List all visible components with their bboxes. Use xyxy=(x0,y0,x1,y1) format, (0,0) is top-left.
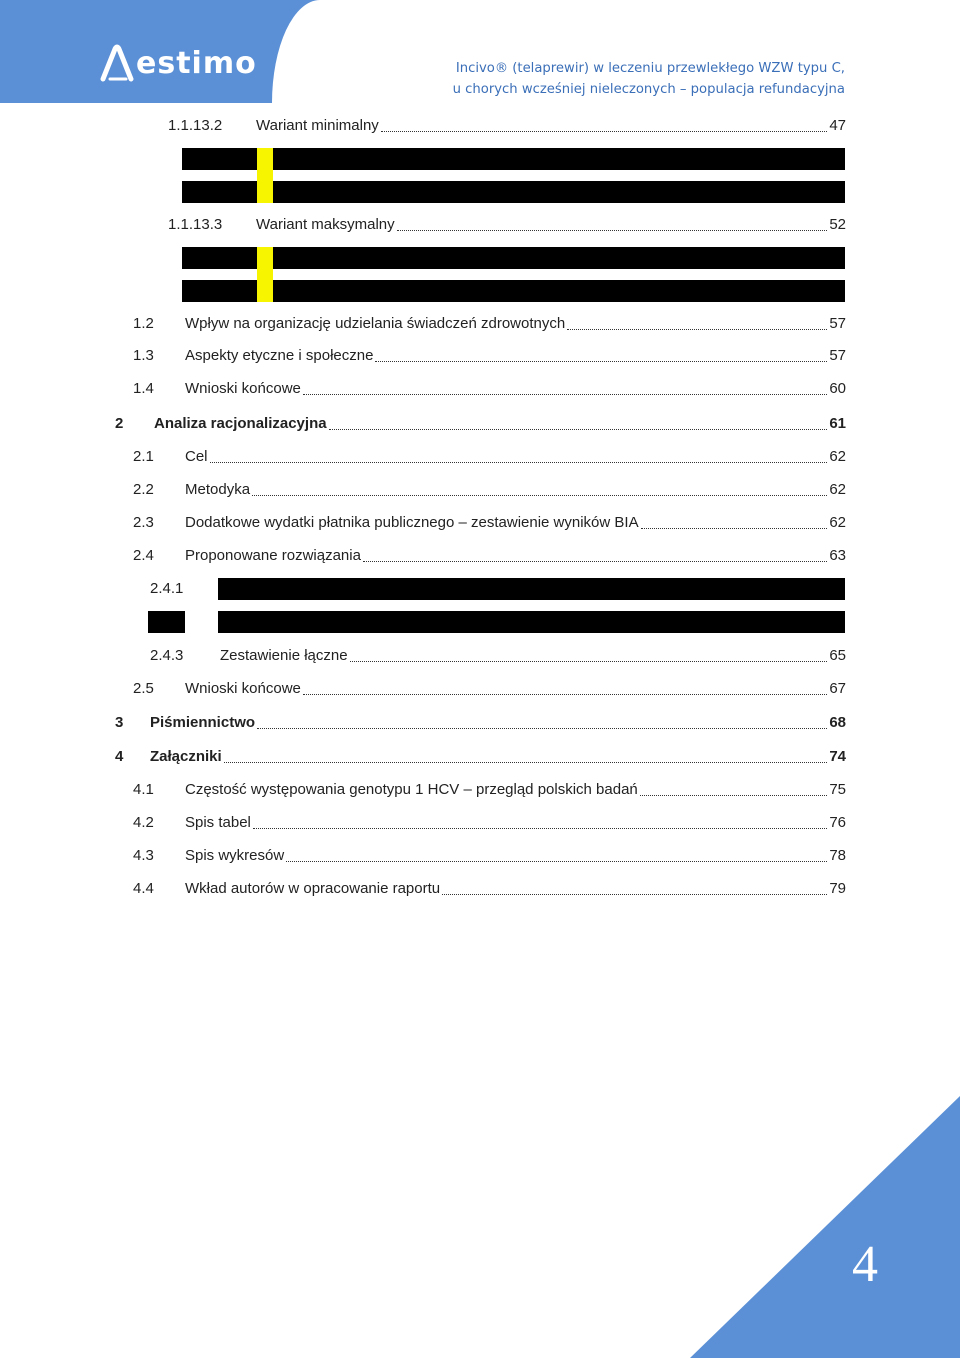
toc-number: 2.5 xyxy=(133,680,154,697)
toc-number: 2.2 xyxy=(133,481,154,498)
toc-leader xyxy=(567,328,827,330)
toc-leader xyxy=(350,660,828,662)
toc-leader xyxy=(252,494,827,496)
toc-leader xyxy=(303,393,827,395)
redacted-line xyxy=(218,611,845,633)
logo-lambda-icon xyxy=(100,44,134,82)
toc-leader xyxy=(397,229,828,231)
toc-page: 61 xyxy=(829,415,846,432)
toc-page: 62 xyxy=(829,481,846,498)
toc-entry[interactable] xyxy=(115,713,846,733)
toc-leader xyxy=(210,461,828,463)
toc-number: 4.1 xyxy=(133,781,154,798)
toc-number: 2.1 xyxy=(133,448,154,465)
toc-title: Analiza racjonalizacyjna xyxy=(154,415,327,432)
toc-title: Dodatkowe wydatki płatnika publicznego – zestawienie wyników BIA xyxy=(185,514,639,531)
toc-number: 1.3 xyxy=(133,347,154,364)
toc-entry[interactable] xyxy=(133,846,846,866)
toc-title: Aspekty etyczne i społeczne xyxy=(185,347,374,364)
toc-entry[interactable] xyxy=(133,546,846,566)
toc-number: 1.1.13.2 xyxy=(168,117,223,134)
toc-entry[interactable] xyxy=(133,679,846,699)
page-number: 4 xyxy=(852,1236,878,1293)
toc-number: 2.4.1 xyxy=(150,580,184,597)
toc-page: 63 xyxy=(829,547,846,564)
toc-entry[interactable] xyxy=(150,579,210,599)
toc-number: 3 xyxy=(115,714,124,731)
toc-entry[interactable] xyxy=(168,215,846,235)
toc-title: Proponowane rozwiązania xyxy=(185,547,361,564)
toc-page: 65 xyxy=(829,647,846,664)
toc-leader xyxy=(375,360,827,362)
toc-entry[interactable] xyxy=(133,314,846,334)
toc-title: Częstość występowania genotypu 1 HCV – przegląd polskich badań xyxy=(185,781,638,798)
toc-title: Wpływ na organizację udzielania świadczeń zdrowotnych xyxy=(185,315,566,332)
toc-number: 2 xyxy=(115,415,124,432)
toc-leader xyxy=(303,693,827,695)
toc-entry[interactable] xyxy=(133,447,846,467)
toc-page: 57 xyxy=(829,347,846,364)
toc-title: Załączniki xyxy=(150,748,222,765)
toc-entry[interactable] xyxy=(133,346,846,366)
toc-title: Wnioski końcowe xyxy=(185,380,301,397)
footer-corner-triangle xyxy=(690,1096,960,1358)
toc-leader xyxy=(257,727,827,729)
toc-number: 2.3 xyxy=(133,514,154,531)
toc-page: 75 xyxy=(829,781,846,798)
toc-leader xyxy=(442,893,827,895)
toc-leader xyxy=(641,527,828,529)
toc-title: Zestawienie łączne xyxy=(220,647,348,664)
toc-leader xyxy=(363,560,827,562)
toc-entry[interactable] xyxy=(115,747,846,767)
toc-title: Spis wykresów xyxy=(185,847,285,864)
document-title-line-1: Incivo® (telaprewir) w leczeniu przewlekłego WZW typu C, xyxy=(455,61,845,76)
toc-page: 78 xyxy=(829,847,846,864)
toc-leader xyxy=(329,428,828,430)
toc-number: 1.1.13.3 xyxy=(168,216,223,233)
toc-page: 68 xyxy=(829,714,846,731)
toc-title: Piśmiennictwo xyxy=(150,714,256,731)
toc-page: 47 xyxy=(829,117,846,134)
toc-page: 76 xyxy=(829,814,846,831)
toc-number: 2.4 xyxy=(133,547,154,564)
toc-page: 67 xyxy=(829,680,846,697)
toc-number: 4.4 xyxy=(133,880,154,897)
toc-entry[interactable] xyxy=(115,414,846,434)
logo xyxy=(100,42,257,84)
redacted-line xyxy=(182,280,845,302)
toc-entry[interactable] xyxy=(133,480,846,500)
toc-page: 60 xyxy=(829,380,846,397)
toc-number: 4.2 xyxy=(133,814,154,831)
redacted-line xyxy=(182,148,845,170)
redaction-gap xyxy=(185,611,218,633)
logo-text: estimo xyxy=(136,45,257,81)
redacted-line xyxy=(182,247,845,269)
toc-number: 1.4 xyxy=(133,380,154,397)
toc-leader xyxy=(286,860,827,862)
toc-title: Metodyka xyxy=(185,481,251,498)
toc-entry[interactable] xyxy=(150,646,846,666)
toc-title: Cel xyxy=(185,448,208,465)
redacted-line xyxy=(218,578,845,600)
toc-entry[interactable] xyxy=(168,116,846,136)
toc-title: Spis tabel xyxy=(185,814,251,831)
toc-page: 52 xyxy=(829,216,846,233)
toc-page: 57 xyxy=(829,315,846,332)
document-title xyxy=(453,58,845,100)
toc-entry[interactable] xyxy=(133,879,846,899)
toc-leader xyxy=(381,130,828,132)
document-title-line-2: u chorych wcześniej nieleczonych – populacja refundacyjna xyxy=(452,82,845,97)
toc-number: 4 xyxy=(115,748,124,765)
toc-entry[interactable] xyxy=(133,513,846,533)
toc-title: Wariant minimalny xyxy=(256,117,379,134)
toc-leader xyxy=(253,827,827,829)
toc-page: 74 xyxy=(829,748,846,765)
highlight-mark xyxy=(257,148,273,203)
toc-page: 79 xyxy=(829,880,846,897)
highlight-mark xyxy=(257,247,273,302)
toc-title: Wnioski końcowe xyxy=(185,680,301,697)
toc-number: 2.4.3 xyxy=(150,647,184,664)
toc-entry[interactable] xyxy=(133,813,846,833)
toc-number: 1.2 xyxy=(133,315,154,332)
toc-page: 62 xyxy=(829,448,846,465)
toc-page: 62 xyxy=(829,514,846,531)
toc-title: Wariant maksymalny xyxy=(256,216,395,233)
toc-number: 4.3 xyxy=(133,847,154,864)
toc-entry[interactable] xyxy=(133,780,846,800)
toc-title: Wkład autorów w opracowanie raportu xyxy=(185,880,441,897)
redacted-line xyxy=(182,181,845,203)
toc-entry[interactable] xyxy=(133,379,846,399)
toc-leader xyxy=(224,761,828,763)
toc-leader xyxy=(640,794,828,796)
